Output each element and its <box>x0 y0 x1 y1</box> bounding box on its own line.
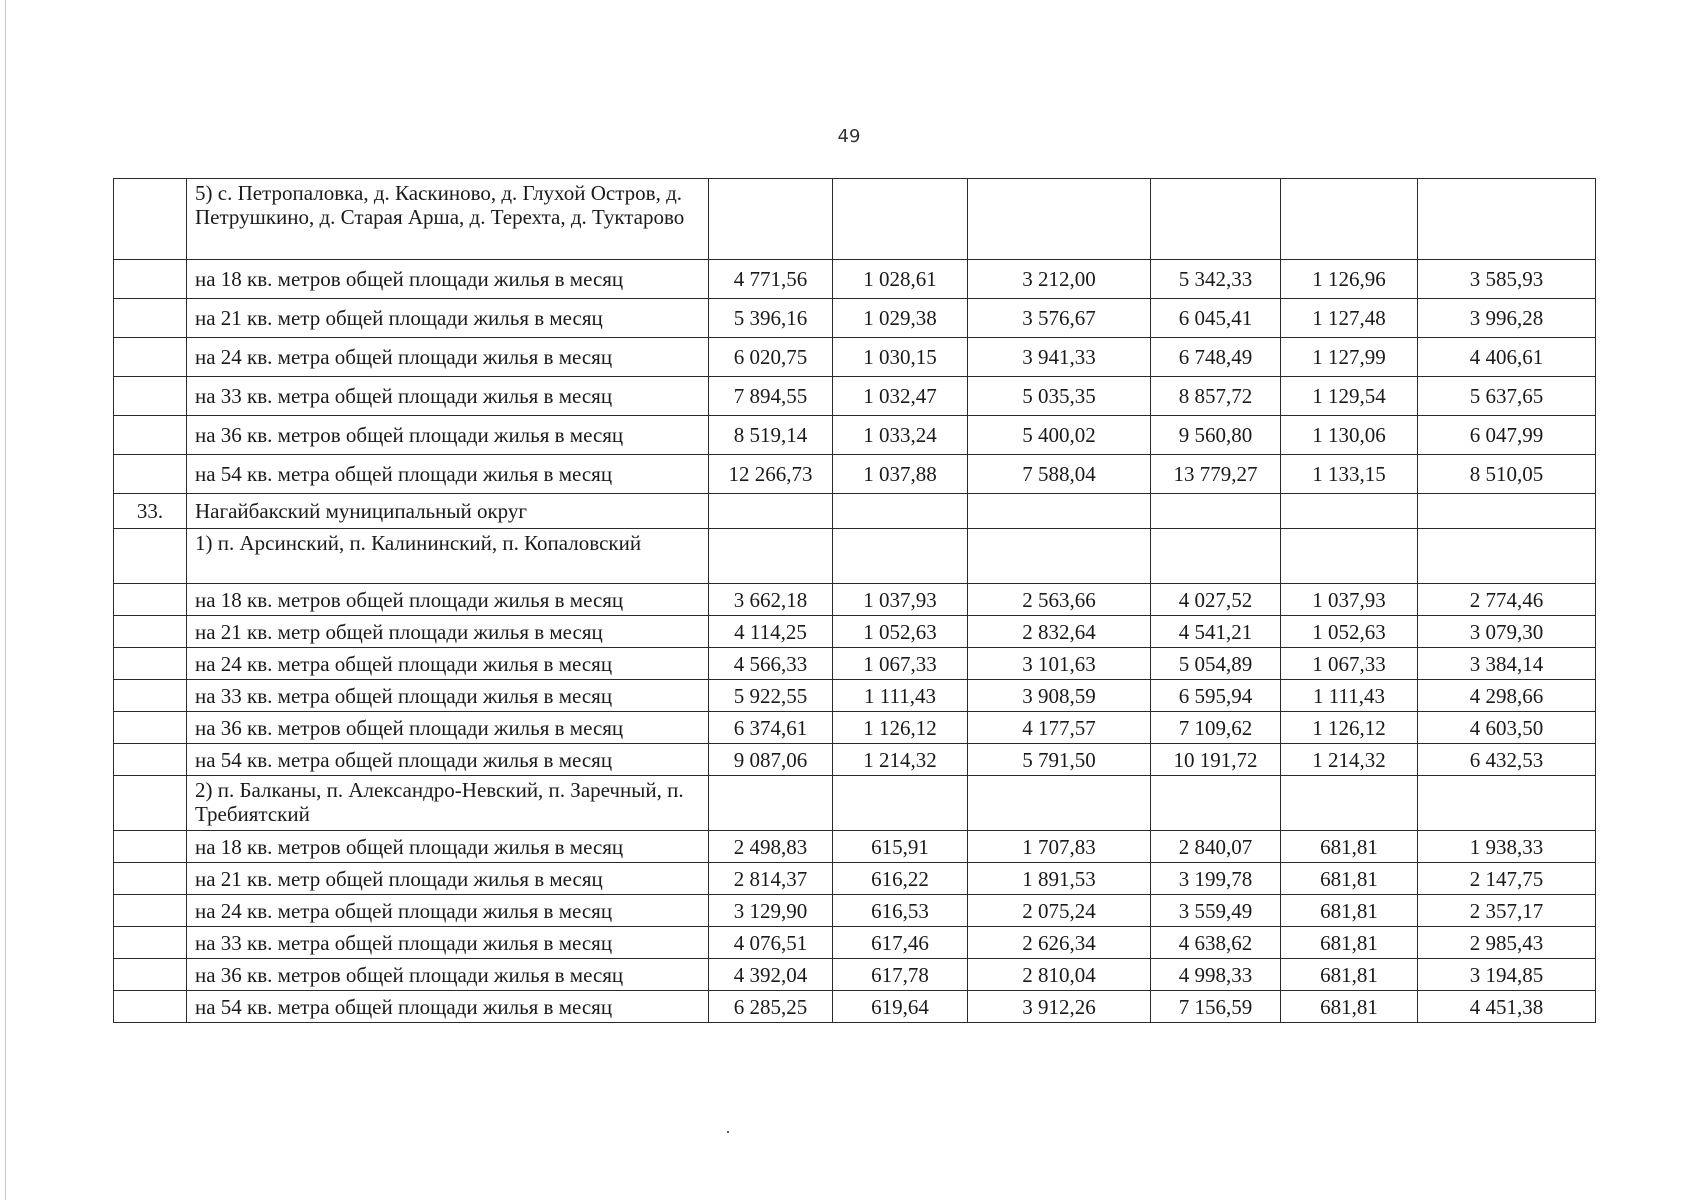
value-cell: 1 037,88 <box>833 455 968 494</box>
row-number-cell <box>114 863 187 895</box>
value-cell: 3 941,33 <box>968 338 1151 377</box>
value-cell: 1 130,06 <box>1281 416 1418 455</box>
value-cell: 681,81 <box>1281 831 1418 863</box>
row-label-cell: Нагайбакский муниципальный округ <box>187 494 709 529</box>
value-cell: 7 588,04 <box>968 455 1151 494</box>
row-label-cell: 2) п. Балканы, п. Александро-Невский, п. Заречный, п. Требиятский <box>187 776 709 831</box>
table-row <box>114 680 1596 712</box>
table-row <box>114 584 1596 616</box>
value-cell: 4 638,62 <box>1151 927 1281 959</box>
row-label-cell: на 21 кв. метр общей площади жилья в месяц <box>187 616 709 648</box>
value-cell <box>1418 529 1596 584</box>
table-row <box>114 260 1596 299</box>
value-cell: 1 126,12 <box>1281 712 1418 744</box>
row-label-cell: на 21 кв. метр общей площади жилья в месяц <box>187 863 709 895</box>
value-cell: 2 810,04 <box>968 959 1151 991</box>
table-row <box>114 338 1596 377</box>
row-label-cell: на 33 кв. метра общей площади жилья в месяц <box>187 377 709 416</box>
value-cell: 1 111,43 <box>1281 680 1418 712</box>
value-cell: 13 779,27 <box>1151 455 1281 494</box>
value-cell: 6 748,49 <box>1151 338 1281 377</box>
row-number-cell <box>114 680 187 712</box>
row-label-cell: на 54 кв. метра общей площади жилья в месяц <box>187 991 709 1023</box>
value-cell: 615,91 <box>833 831 968 863</box>
value-cell: 7 894,55 <box>709 377 833 416</box>
value-cell: 4 027,52 <box>1151 584 1281 616</box>
row-label-cell: на 21 кв. метр общей площади жилья в месяц <box>187 299 709 338</box>
value-cell: 3 559,49 <box>1151 895 1281 927</box>
value-cell <box>1418 179 1596 260</box>
row-number-cell <box>114 712 187 744</box>
value-cell: 2 814,37 <box>709 863 833 895</box>
value-cell: 5 400,02 <box>968 416 1151 455</box>
value-cell: 1 891,53 <box>968 863 1151 895</box>
value-cell <box>968 179 1151 260</box>
value-cell: 5 054,89 <box>1151 648 1281 680</box>
value-cell <box>709 529 833 584</box>
table-row <box>114 616 1596 648</box>
row-number-cell <box>114 959 187 991</box>
value-cell: 1 133,15 <box>1281 455 1418 494</box>
row-label-cell: на 24 кв. метра общей площади жилья в месяц <box>187 338 709 377</box>
value-cell: 4 392,04 <box>709 959 833 991</box>
row-label-cell: на 24 кв. метра общей площади жилья в месяц <box>187 648 709 680</box>
row-label-cell: на 33 кв. метра общей площади жилья в месяц <box>187 680 709 712</box>
row-number-cell <box>114 744 187 776</box>
row-label-cell: на 24 кв. метра общей площади жилья в месяц <box>187 895 709 927</box>
table-row <box>114 377 1596 416</box>
value-cell: 12 266,73 <box>709 455 833 494</box>
value-cell: 1 067,33 <box>1281 648 1418 680</box>
table-row <box>114 831 1596 863</box>
value-cell: 1 938,33 <box>1418 831 1596 863</box>
value-cell <box>1151 529 1281 584</box>
value-cell: 1 214,32 <box>1281 744 1418 776</box>
value-cell: 2 147,75 <box>1418 863 1596 895</box>
value-cell <box>1151 179 1281 260</box>
row-label-cell: 5) с. Петропаловка, д. Каскиново, д. Глухой Остров, д. Петрушкино, д. Старая Арша, д. Терехта, д. Туктарово <box>187 179 709 260</box>
value-cell: 6 432,53 <box>1418 744 1596 776</box>
value-cell: 1 111,43 <box>833 680 968 712</box>
value-cell: 6 020,75 <box>709 338 833 377</box>
value-cell: 9 087,06 <box>709 744 833 776</box>
value-cell <box>833 494 968 529</box>
value-cell: 616,53 <box>833 895 968 927</box>
row-number-cell <box>114 299 187 338</box>
value-cell: 681,81 <box>1281 959 1418 991</box>
value-cell <box>968 494 1151 529</box>
value-cell: 4 541,21 <box>1151 616 1281 648</box>
value-cell: 1 127,99 <box>1281 338 1418 377</box>
value-cell: 3 996,28 <box>1418 299 1596 338</box>
value-cell <box>968 776 1151 831</box>
value-cell: 2 357,17 <box>1418 895 1596 927</box>
value-cell <box>1418 776 1596 831</box>
value-cell: 2 563,66 <box>968 584 1151 616</box>
row-number-cell <box>114 416 187 455</box>
rates-table <box>113 178 1596 1023</box>
row-number-cell <box>114 260 187 299</box>
row-label-cell: на 18 кв. метров общей площади жилья в месяц <box>187 584 709 616</box>
value-cell <box>709 179 833 260</box>
value-cell: 617,46 <box>833 927 968 959</box>
value-cell: 10 191,72 <box>1151 744 1281 776</box>
value-cell: 4 076,51 <box>709 927 833 959</box>
value-cell: 619,64 <box>833 991 968 1023</box>
row-label-cell: на 54 кв. метра общей площади жилья в месяц <box>187 744 709 776</box>
value-cell: 7 156,59 <box>1151 991 1281 1023</box>
value-cell: 4 406,61 <box>1418 338 1596 377</box>
value-cell <box>709 776 833 831</box>
value-cell <box>709 494 833 529</box>
value-cell: 5 342,33 <box>1151 260 1281 299</box>
value-cell: 1 707,83 <box>968 831 1151 863</box>
value-cell <box>1281 529 1418 584</box>
value-cell: 3 912,26 <box>968 991 1151 1023</box>
row-number-cell <box>114 338 187 377</box>
value-cell: 4 998,33 <box>1151 959 1281 991</box>
value-cell <box>833 776 968 831</box>
value-cell: 1 067,33 <box>833 648 968 680</box>
value-cell: 6 374,61 <box>709 712 833 744</box>
value-cell <box>968 529 1151 584</box>
value-cell: 8 510,05 <box>1418 455 1596 494</box>
value-cell: 2 985,43 <box>1418 927 1596 959</box>
row-label-cell: на 36 кв. метров общей площади жилья в месяц <box>187 712 709 744</box>
value-cell <box>1151 494 1281 529</box>
value-cell: 4 114,25 <box>709 616 833 648</box>
row-number-cell <box>114 831 187 863</box>
row-number-cell <box>114 927 187 959</box>
row-label-cell: на 36 кв. метров общей площади жилья в месяц <box>187 959 709 991</box>
value-cell: 3 576,67 <box>968 299 1151 338</box>
row-number-cell <box>114 616 187 648</box>
table-row <box>114 863 1596 895</box>
value-cell: 2 840,07 <box>1151 831 1281 863</box>
row-label-cell: на 36 кв. метров общей площади жилья в месяц <box>187 416 709 455</box>
value-cell: 1 033,24 <box>833 416 968 455</box>
table-row <box>114 455 1596 494</box>
value-cell: 3 908,59 <box>968 680 1151 712</box>
value-cell: 3 384,14 <box>1418 648 1596 680</box>
value-cell: 3 212,00 <box>968 260 1151 299</box>
value-cell: 9 560,80 <box>1151 416 1281 455</box>
value-cell: 1 029,38 <box>833 299 968 338</box>
value-cell: 1 052,63 <box>1281 616 1418 648</box>
rates-table-body <box>114 179 1596 1023</box>
value-cell: 1 032,47 <box>833 377 968 416</box>
value-cell: 4 451,38 <box>1418 991 1596 1023</box>
value-cell: 681,81 <box>1281 863 1418 895</box>
row-label-cell: на 54 кв. метра общей площади жилья в месяц <box>187 455 709 494</box>
value-cell: 616,22 <box>833 863 968 895</box>
value-cell <box>1281 776 1418 831</box>
table-row <box>114 895 1596 927</box>
table-row <box>114 744 1596 776</box>
value-cell: 7 109,62 <box>1151 712 1281 744</box>
value-cell: 2 498,83 <box>709 831 833 863</box>
value-cell: 6 595,94 <box>1151 680 1281 712</box>
table-row <box>114 959 1596 991</box>
value-cell <box>1281 179 1418 260</box>
value-cell <box>1281 494 1418 529</box>
value-cell: 3 129,90 <box>709 895 833 927</box>
table-row <box>114 179 1596 260</box>
value-cell: 1 214,32 <box>833 744 968 776</box>
value-cell <box>1418 494 1596 529</box>
row-label-cell: на 18 кв. метров общей площади жилья в месяц <box>187 260 709 299</box>
row-label-cell: 1) п. Арсинский, п. Калининский, п. Копаловский <box>187 529 709 584</box>
row-number-cell <box>114 991 187 1023</box>
row-number-cell <box>114 179 187 260</box>
value-cell: 4 298,66 <box>1418 680 1596 712</box>
value-cell: 8 857,72 <box>1151 377 1281 416</box>
value-cell: 1 052,63 <box>833 616 968 648</box>
value-cell: 2 075,24 <box>968 895 1151 927</box>
value-cell <box>1151 776 1281 831</box>
value-cell: 3 101,63 <box>968 648 1151 680</box>
value-cell: 1 037,93 <box>833 584 968 616</box>
value-cell: 5 791,50 <box>968 744 1151 776</box>
value-cell: 1 126,12 <box>833 712 968 744</box>
row-number-cell <box>114 377 187 416</box>
value-cell: 1 127,48 <box>1281 299 1418 338</box>
row-number-cell <box>114 584 187 616</box>
value-cell: 2 774,46 <box>1418 584 1596 616</box>
value-cell: 3 585,93 <box>1418 260 1596 299</box>
value-cell: 6 047,99 <box>1418 416 1596 455</box>
row-label-cell: на 33 кв. метра общей площади жилья в месяц <box>187 927 709 959</box>
row-number-cell <box>114 776 187 831</box>
value-cell: 3 194,85 <box>1418 959 1596 991</box>
table-row <box>114 299 1596 338</box>
table-row <box>114 494 1596 529</box>
table-row <box>114 416 1596 455</box>
table-row <box>114 776 1596 831</box>
value-cell: 681,81 <box>1281 991 1418 1023</box>
value-cell: 3 199,78 <box>1151 863 1281 895</box>
value-cell: 4 603,50 <box>1418 712 1596 744</box>
value-cell: 1 129,54 <box>1281 377 1418 416</box>
value-cell: 5 637,65 <box>1418 377 1596 416</box>
page-number: 49 <box>837 126 861 147</box>
value-cell: 4 566,33 <box>709 648 833 680</box>
row-number-cell <box>114 895 187 927</box>
table-row <box>114 529 1596 584</box>
value-cell: 4 177,57 <box>968 712 1151 744</box>
value-cell: 5 396,16 <box>709 299 833 338</box>
table-row <box>114 648 1596 680</box>
table-row <box>114 991 1596 1023</box>
value-cell: 2 832,64 <box>968 616 1151 648</box>
value-cell: 5 035,35 <box>968 377 1151 416</box>
value-cell: 681,81 <box>1281 895 1418 927</box>
table-row <box>114 927 1596 959</box>
value-cell <box>833 529 968 584</box>
scan-edge-line <box>5 0 6 1200</box>
value-cell <box>833 179 968 260</box>
row-number-cell: 33. <box>114 494 187 529</box>
value-cell: 1 028,61 <box>833 260 968 299</box>
value-cell: 1 037,93 <box>1281 584 1418 616</box>
value-cell: 3 662,18 <box>709 584 833 616</box>
table-row <box>114 712 1596 744</box>
row-label-cell: на 18 кв. метров общей площади жилья в месяц <box>187 831 709 863</box>
value-cell: 6 285,25 <box>709 991 833 1023</box>
row-number-cell <box>114 529 187 584</box>
scan-speck <box>727 1131 729 1133</box>
value-cell: 4 771,56 <box>709 260 833 299</box>
value-cell: 1 030,15 <box>833 338 968 377</box>
row-number-cell <box>114 648 187 680</box>
value-cell: 681,81 <box>1281 927 1418 959</box>
value-cell: 3 079,30 <box>1418 616 1596 648</box>
value-cell: 8 519,14 <box>709 416 833 455</box>
value-cell: 1 126,96 <box>1281 260 1418 299</box>
value-cell: 617,78 <box>833 959 968 991</box>
value-cell: 5 922,55 <box>709 680 833 712</box>
value-cell: 6 045,41 <box>1151 299 1281 338</box>
value-cell: 2 626,34 <box>968 927 1151 959</box>
row-number-cell <box>114 455 187 494</box>
